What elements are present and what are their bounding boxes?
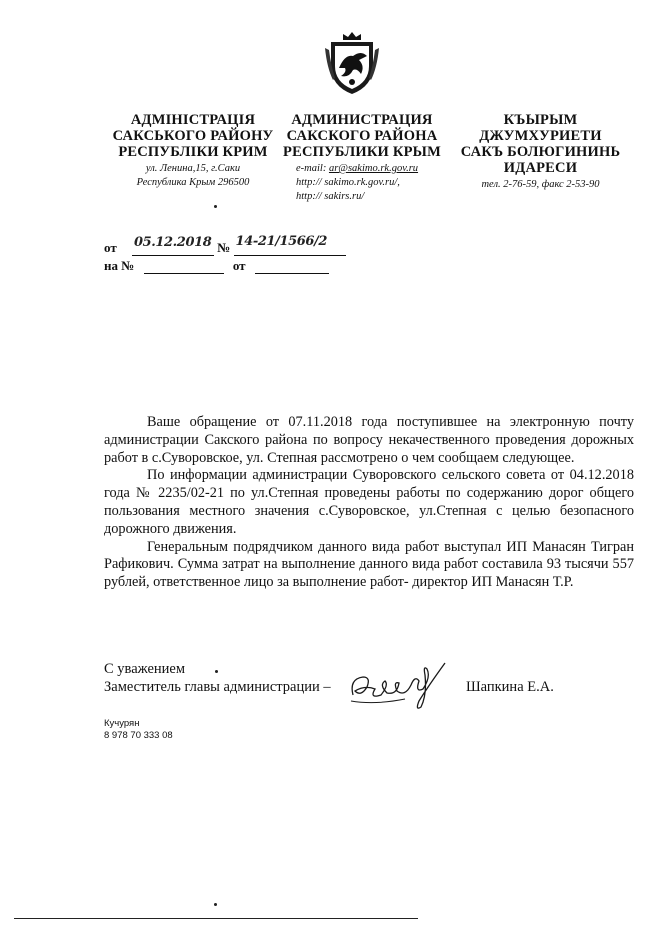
reply-number-field [144,259,224,274]
number-label: № [217,240,231,255]
header-ru-email-line [282,162,442,176]
header-ru-title-1: АДМИНИСТРАЦИЯ [291,112,433,128]
header-crh [448,112,633,192]
header-ua [103,112,283,190]
stray-mark [215,670,218,673]
reply-to-label: на № [104,258,135,273]
header-ua-address-2: Республика Крым 296500 [136,177,250,188]
greeting: С уважением [104,661,186,677]
header-crh-title-3: ИДАРЕСИ [503,160,578,176]
executor-phone: 8 978 70 333 08 [104,730,173,741]
page-bottom-line [14,918,418,919]
email-link[interactable]: ar@sakimo.rk.gov.ru [328,163,419,174]
header-ru-site-1[interactable]: http:// sakimo.rk.gov.ru/, [296,177,400,188]
signer-name: Шапкина Е.А. [466,679,554,695]
header-crh-title-1: КЪЫРЫМ ДЖУМХУРИЕТИ [479,112,602,144]
body-paragraph-3: Генеральным подрядчиком данного вида работ выступал ИП Манасян Тигран Рафикович. Сумма затрат на выполнение данного вида работ составила 93 тысячи 557 рублей, ответственное лицо за выполнение работ- директор ИП Манасян Т.Р. [104,538,634,591]
header-crh-phones: тел. 2-76-59, факс 2-53-90 [481,179,600,190]
number-handwritten: 14-21/1566/2 [235,234,328,249]
body-paragraph-2: По информации администрации Суворовского сельского совета от 04.12.2018 года № 2235/02-21 по ул.Степная проведены работы по содержанию дорог общего пользования местного значения с.Суворовское, ул.Степная с целью безопасного дорожного движения. [104,467,634,537]
header-ua-address-1: ул. Ленина,15, г.Саки [145,163,241,174]
header-crh-title-2: САКЪ БОЛЮГИНИНЬ [460,144,621,160]
header-ru [282,112,442,204]
from-label: от [104,240,117,255]
header-ua-title-2: САКСЬКОГО РАЙОНУ [112,128,274,144]
header-ua-title-3: РЕСПУБЛІКИ КРИМ [118,144,268,160]
header-ru-title-3: РЕСПУБЛИКИ КРЫМ [283,144,441,160]
stray-mark [214,205,217,208]
date-handwritten: 05.12.2018 [133,235,212,250]
crimea-emblem-icon [323,28,381,96]
letter-body [104,414,634,592]
header-ru-site-2[interactable]: http:// sakirs.ru/ [296,191,365,202]
reply-date-field [255,259,329,274]
registration-line-2 [104,258,329,274]
header-ua-title-1: АДМІНІСТРАЦІЯ [130,112,256,128]
number-field [234,234,346,256]
reply-from-label: от [232,258,246,273]
signer-position: Заместитель главы администрации – [104,679,331,695]
stray-mark [214,903,217,906]
handwritten-signature [345,655,450,715]
header-ru-title-2: САКСКОГО РАЙОНА [286,128,438,144]
date-field [132,235,214,256]
executor-name: Кучурян [104,718,140,729]
email-label: e-mail: [296,163,329,174]
body-paragraph-1: Ваше обращение от 07.11.2018 года поступившее на электронную почту администрации Сакского района по вопросу некачественного проведения дорожных работ в с.Суворовское, ул. Степная рассмотрено о чем сообщаем следующее. [104,414,634,466]
registration-line-1 [104,234,346,256]
